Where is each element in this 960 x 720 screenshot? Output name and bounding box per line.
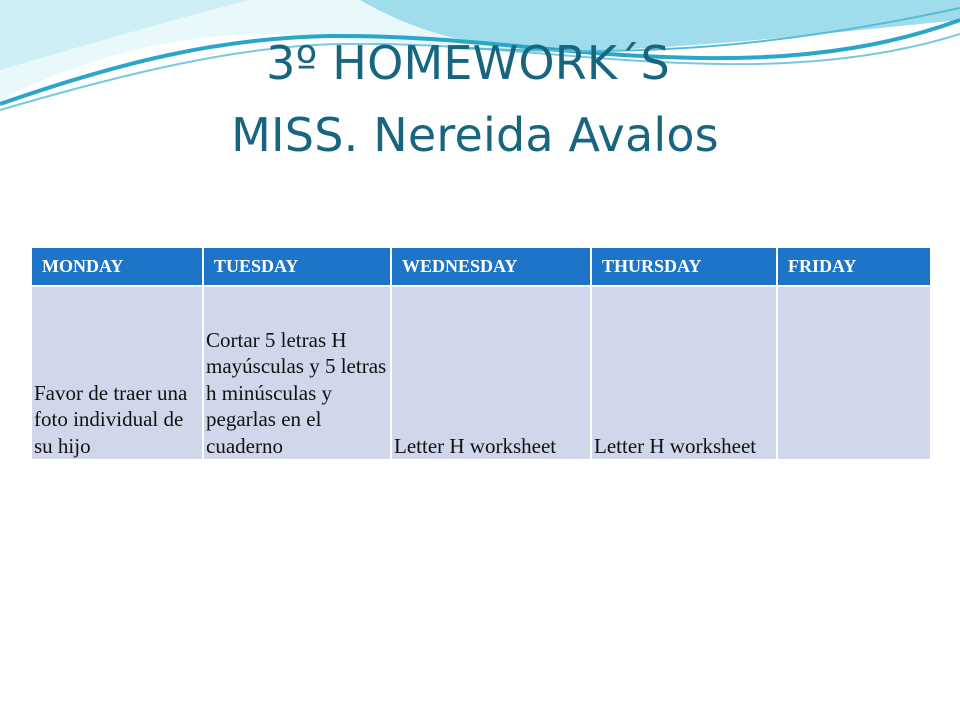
- cell-wednesday-text: Letter H worksheet: [394, 433, 557, 458]
- cell-monday-text: Favor de traer una foto individual de su hijo: [34, 380, 188, 458]
- cell-friday: [777, 286, 931, 460]
- table-row: [31, 286, 931, 460]
- cell-wednesday: [391, 286, 591, 460]
- header-wednesday: WEDNESDAY: [391, 247, 591, 286]
- teacher-name: MISS. Nereida Avalos: [231, 108, 719, 162]
- cell-thursday: [591, 286, 777, 460]
- header-friday: FRIDAY: [777, 247, 931, 286]
- cell-tuesday-text: Cortar 5 letras H mayúsculas y 5 letras h minúsculas y pegarlas en el cuaderno: [206, 327, 387, 458]
- cell-monday: [31, 286, 203, 460]
- header-tuesday: TUESDAY: [203, 247, 391, 286]
- page-title: 3º HOMEWORK´S: [266, 36, 670, 90]
- table-header-row: [31, 247, 931, 286]
- header-monday: MONDAY: [31, 247, 203, 286]
- weekly-homework-table: [30, 246, 932, 461]
- header-thursday: THURSDAY: [591, 247, 777, 286]
- cell-thursday-text: Letter H worksheet: [594, 433, 757, 458]
- cell-tuesday: [203, 286, 391, 460]
